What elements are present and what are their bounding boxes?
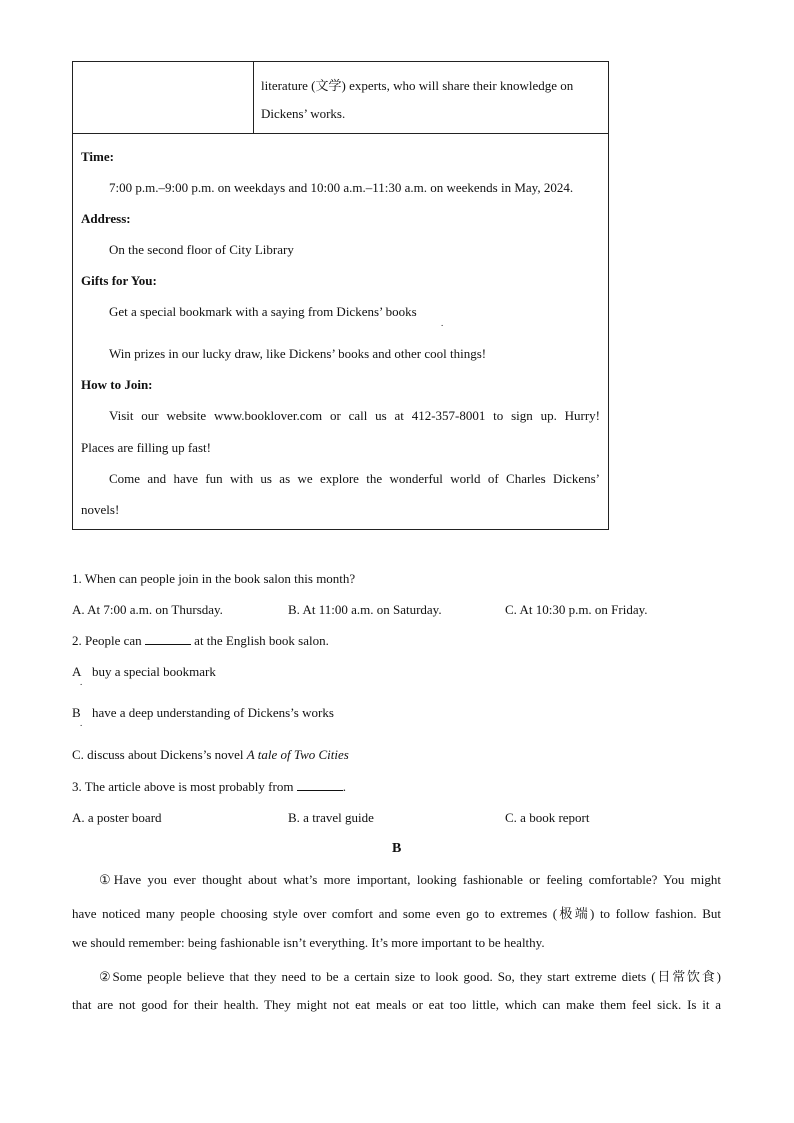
time-text: 7:00 p.m.–9:00 p.m. on weekdays and 10:00 a.m.–11:30 a.m. on weekends in May, 2024.	[109, 180, 574, 195]
gift-item-prizes: Win prizes in our lucky draw, like Dickens’ books and other cool things!	[109, 346, 487, 361]
question-1-option-b: B. At 11:00 a.m. on Saturday.	[288, 602, 442, 617]
gift-item-bookmark: Get a special bookmark with a saying from Dickens’ books	[109, 304, 417, 319]
dot-mark: .	[441, 318, 444, 328]
question-2-stem-after: at the English book salon.	[194, 633, 329, 648]
address-text: On the second floor of City Library	[109, 242, 294, 257]
answer-blank	[145, 633, 191, 645]
novel-title: A tale of Two Cities	[246, 747, 349, 762]
dot-mark: .	[80, 718, 83, 728]
question-2-option-c	[72, 747, 349, 763]
question-1-stem: 1. When can people join in the book salon this month?	[72, 571, 356, 586]
question-3-option-c: C. a book report	[505, 810, 590, 825]
question-2-option-b-letter: B	[72, 705, 81, 720]
dot-mark: .	[80, 677, 83, 687]
question-3-stem	[72, 779, 346, 795]
question-3-stem-after: .	[342, 779, 346, 794]
time-label: Time:	[81, 149, 114, 164]
question-3-stem-before: 3. The article above is most probably from	[72, 779, 294, 794]
question-2-option-b: have a deep understanding of Dickens’s works	[92, 705, 334, 720]
table-column-divider	[253, 62, 254, 133]
address-label: Address:	[81, 211, 131, 226]
section-b-heading: B	[392, 841, 402, 856]
passage-paragraph-2-line1: ②Some people believe that they need to be a certain size to look good. So, they start extreme diets (日常饮食)	[99, 969, 721, 984]
join-text-line2: Places are filling up fast!	[81, 440, 211, 455]
passage-paragraph-1-line1: ①Have you ever thought about what’s more important, looking fashionable or feeling comfortable? You might	[99, 872, 721, 887]
question-3-option-b: B. a travel guide	[288, 810, 374, 825]
question-3-option-a: A. a poster board	[72, 810, 162, 825]
question-2-option-a-letter: A	[72, 664, 82, 679]
join-label: How to Join:	[81, 377, 153, 392]
table-top-row	[72, 61, 609, 134]
question-1-option-c: C. At 10:30 p.m. on Friday.	[505, 602, 648, 617]
table-cell-text-line2: Dickens’ works.	[261, 106, 346, 121]
closing-text-line2: novels!	[81, 502, 120, 517]
join-text-line1: Visit our website www.booklover.com or call us at 412-357-8001 to sign up. Hurry!	[109, 408, 600, 423]
passage-paragraph-1-line3: we should remember: being fashionable isn’t everything. It’s more important to be healthy.	[72, 935, 545, 950]
question-2-option-a: buy a special bookmark	[92, 664, 216, 679]
gifts-label: Gifts for You:	[81, 273, 157, 288]
question-2-stem	[72, 633, 329, 649]
passage-paragraph-2-line2: that are not good for their health. They might not eat meals or eat too little, which can make them feel sick. Is it a	[72, 997, 721, 1012]
passage-paragraph-1-line2: have noticed many people choosing style over comfort and some even go to extremes (极端) to follow fashion. But	[72, 906, 721, 921]
closing-text-line1: Come and have fun with us as we explore the wonderful world of Charles Dickens’	[109, 471, 600, 486]
question-2-option-c-prefix: C. discuss about Dickens’s novel	[72, 747, 244, 762]
question-1-option-a: A. At 7:00 a.m. on Thursday.	[72, 602, 223, 617]
table-cell-text-line1: literature (文学) experts, who will share their knowledge on	[261, 78, 574, 93]
question-2-stem-before: 2. People can	[72, 633, 142, 648]
answer-blank	[297, 779, 343, 791]
